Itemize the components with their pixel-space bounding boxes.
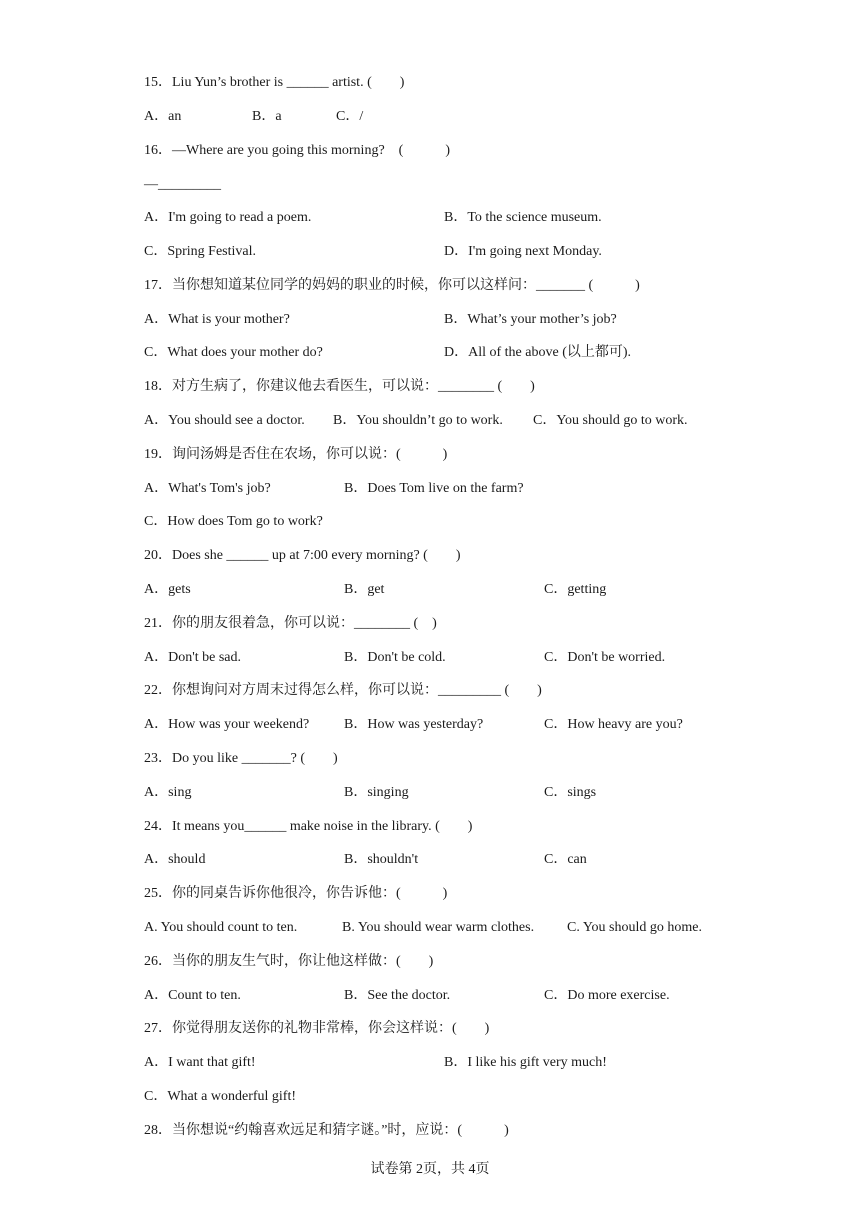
question-17-option-a: A．What is your mother? bbox=[144, 312, 290, 327]
question-16-stem: 16．—Where are you going this morning? ( ) bbox=[144, 143, 450, 158]
question-25-option-c: C. You should go home. bbox=[567, 920, 702, 935]
question-20-option-b: B．get bbox=[344, 582, 385, 597]
question-19-option-c: C．How does Tom go to work? bbox=[144, 514, 323, 529]
question-23-stem: 23．Do you like _______? ( ) bbox=[144, 751, 338, 766]
question-16-option-a: A．I'm going to read a poem. bbox=[144, 210, 312, 225]
question-23-option-a: A．sing bbox=[144, 785, 192, 800]
question-23-option-c: C．sings bbox=[544, 785, 597, 800]
question-27-option-c: C．What a wonderful gift! bbox=[144, 1089, 297, 1104]
question-26-option-a: A．Count to ten. bbox=[144, 988, 241, 1003]
question-20-option-a: A．gets bbox=[144, 582, 191, 597]
question-28-stem: 28．当你想说“约翰喜欢远足和猜字谜。”时，应说：( ) bbox=[144, 1123, 509, 1138]
question-21-option-c: C．Don't be worried. bbox=[544, 650, 666, 665]
question-21-option-b: B．Don't be cold. bbox=[344, 650, 446, 665]
question-20-stem: 20．Does she ______ up at 7:00 every morning? ( ) bbox=[144, 548, 461, 563]
question-25-option-b: B. You should wear warm clothes. bbox=[342, 920, 535, 935]
question-26-option-b: B．See the doctor. bbox=[344, 988, 451, 1003]
question-23-option-b: B．singing bbox=[344, 785, 409, 800]
question-25-stem: 25．你的同桌告诉你他很冷，你告诉他：( ) bbox=[144, 886, 448, 901]
question-15-stem: 15．Liu Yun’s brother is ______ artist. ( ) bbox=[144, 75, 405, 90]
question-24-option-a: A．should bbox=[144, 852, 206, 867]
question-24-stem: 24．It means you______ make noise in the library. ( ) bbox=[144, 819, 473, 834]
question-19-option-b: B．Does Tom live on the farm? bbox=[344, 481, 524, 496]
question-19-stem: 19．询问汤姆是否住在农场，你可以说：( ) bbox=[144, 447, 448, 462]
question-18-option-b: B．You shouldn’t go to work. bbox=[333, 413, 503, 428]
question-27-option-a: A．I want that gift! bbox=[144, 1055, 256, 1070]
question-17-stem: 17．当你想知道某位同学的妈妈的职业的时候，你可以这样问：_______ ( ) bbox=[144, 278, 640, 293]
question-19-option-a: A．What's Tom's job? bbox=[144, 481, 271, 496]
question-17-option-d: D．All of the above (以上都可). bbox=[444, 345, 632, 360]
question-17-option-b: B．What’s your mother’s job? bbox=[444, 312, 617, 327]
question-25-option-a: A. You should count to ten. bbox=[144, 920, 298, 935]
question-21-stem: 21．你的朋友很着急，你可以说：________ ( ) bbox=[144, 616, 437, 631]
question-27-stem: 27．你觉得朋友送你的礼物非常棒，你会这样说：( ) bbox=[144, 1021, 490, 1036]
question-21-option-a: A．Don't be sad. bbox=[144, 650, 242, 665]
question-16-answer-blank: —_________ bbox=[144, 177, 221, 192]
question-18-option-a: A．You should see a doctor. bbox=[144, 413, 305, 428]
question-16-option-d: D．I'm going next Monday. bbox=[444, 244, 602, 259]
question-27-option-b: B．I like his gift very much! bbox=[444, 1055, 607, 1070]
question-26-option-c: C．Do more exercise. bbox=[544, 988, 670, 1003]
question-22-stem: 22．你想询问对方周末过得怎么样，你可以说：_________ ( ) bbox=[144, 683, 542, 698]
question-22-option-a: A．How was your weekend? bbox=[144, 717, 310, 732]
question-18-option-c: C．You should go to work. bbox=[533, 413, 688, 428]
question-26-stem: 26．当你的朋友生气时，你让他这样做：( ) bbox=[144, 954, 434, 969]
question-18-stem: 18．对方生病了，你建议他去看医生，可以说：________ ( ) bbox=[144, 379, 535, 394]
question-17-option-c: C．What does your mother do? bbox=[144, 345, 323, 360]
question-20-option-c: C．getting bbox=[544, 582, 607, 597]
question-24-option-b: B．shouldn't bbox=[344, 852, 419, 867]
question-22-option-b: B．How was yesterday? bbox=[344, 717, 484, 732]
question-22-option-c: C．How heavy are you? bbox=[544, 717, 683, 732]
page-footer: 试卷第 2页，共 4页 bbox=[370, 1162, 490, 1177]
question-15-option-c: C．/ bbox=[336, 109, 364, 124]
question-15-option-a: A．an bbox=[144, 109, 182, 124]
question-24-option-c: C．can bbox=[544, 852, 587, 867]
question-15-option-b: B．a bbox=[252, 109, 282, 124]
question-16-option-b: B．To the science museum. bbox=[444, 210, 602, 225]
question-16-option-c: C．Spring Festival. bbox=[144, 244, 257, 259]
